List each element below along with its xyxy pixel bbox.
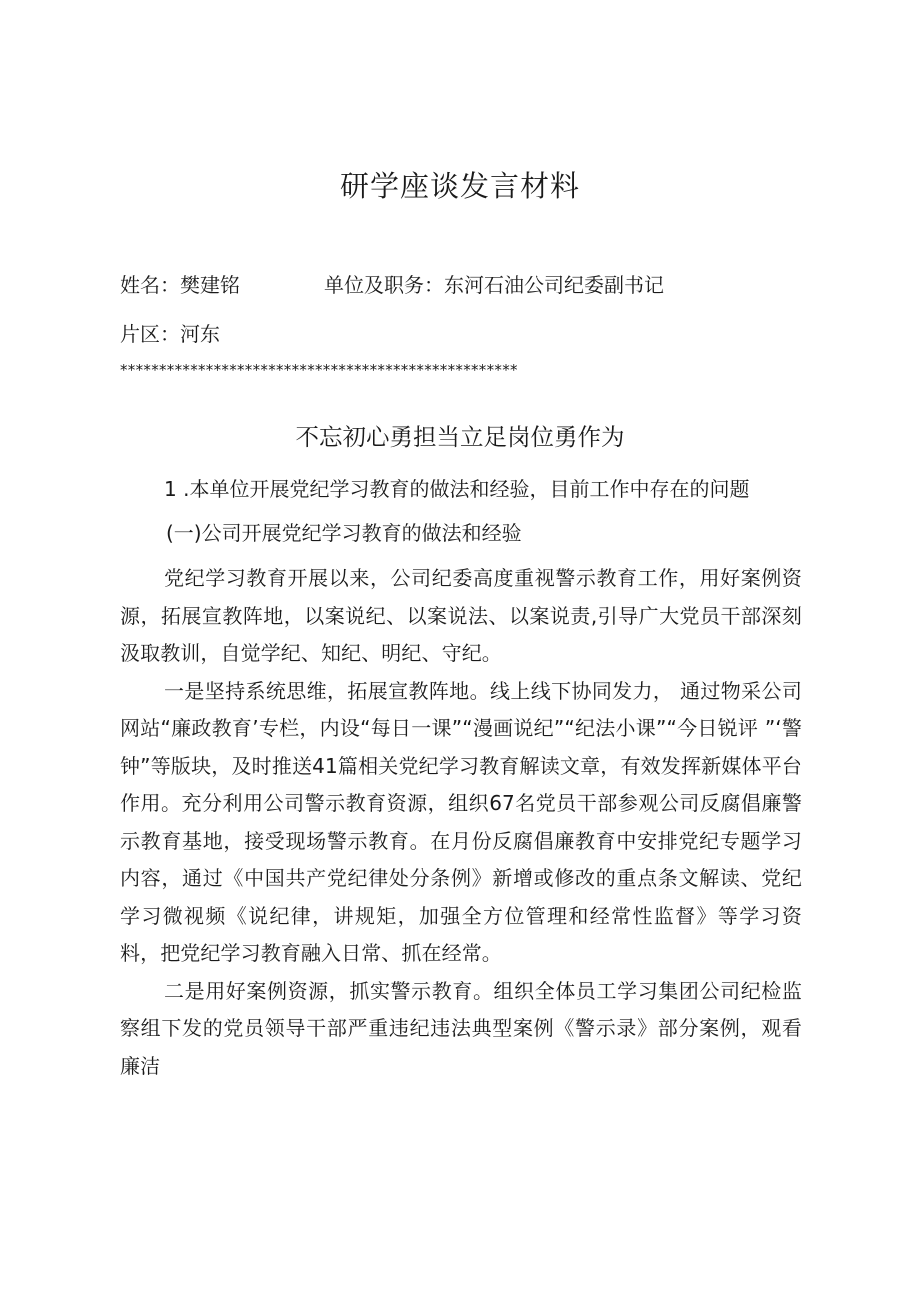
body-paragraph-second-point: 二是用好案例资源，抓实警示教育。组织全体员工学习集团公司纪检监察组下发的党员领导干部严重违纪违法典型案例《警示录》部分案例，观看廉洁 [120, 978, 802, 1078]
section-heading-1: 1 .本单位开展党纪学习教育的做法和经验，目前工作中存在的问题 [164, 477, 750, 501]
district-field: 片区：河东 [120, 322, 220, 346]
body-paragraph-intro: 党纪学习教育开展以来，公司纪委高度重视警示教育工作，用好案例资源，拓展宣教阵地，以案说纪、以案说法、以案说责,引导广大党员干部深刻汲取教训，自觉学纪、知纪、明纪、守纪。 [120, 566, 802, 665]
speech-subtitle: 不忘初心勇担当立足岗位勇作为 [295, 423, 625, 451]
document-title: 研学座谈发言材料 [339, 169, 580, 203]
separator-line: *************************************************** [120, 361, 518, 379]
district-row [120, 319, 220, 349]
unit-position-field: 单位及职务：东河石油公司纪委副书记 [324, 273, 664, 297]
body-paragraph-first-point: 一是坚持系统思维，拓展宣教阵地。线上线下协同发力， 通过物采公司网站“廉政教育’专栏，内设“每日一课”“漫画说纪”“纪法小课”“今日锐评 ”‘警钟”等版块，及时推送41篇相关党纪学习教育解读文章，有效发挥新媒体平台作用。充分利用公司警示教育资源，组织67名党员干部参观公司反腐倡廉警示教育基地，接受现场警示教育。在月份反腐倡廉教育中安排党纪专题学习内容，通过《中国共产党纪律处分条例》新增或修改的重点条文解读、党纪学习微视频《说纪律，讲规矩，加强全方位管理和经常性监督》等学习资料，把党纪学习教育融入日常、抓在经常。 [120, 678, 802, 965]
body-text [120, 560, 802, 1085]
author-info-row [120, 270, 664, 300]
section-heading-2: (一)公司开展党纪学习教育的做法和经验 [166, 521, 522, 545]
name-field: 姓名：樊建铭 [120, 273, 240, 297]
